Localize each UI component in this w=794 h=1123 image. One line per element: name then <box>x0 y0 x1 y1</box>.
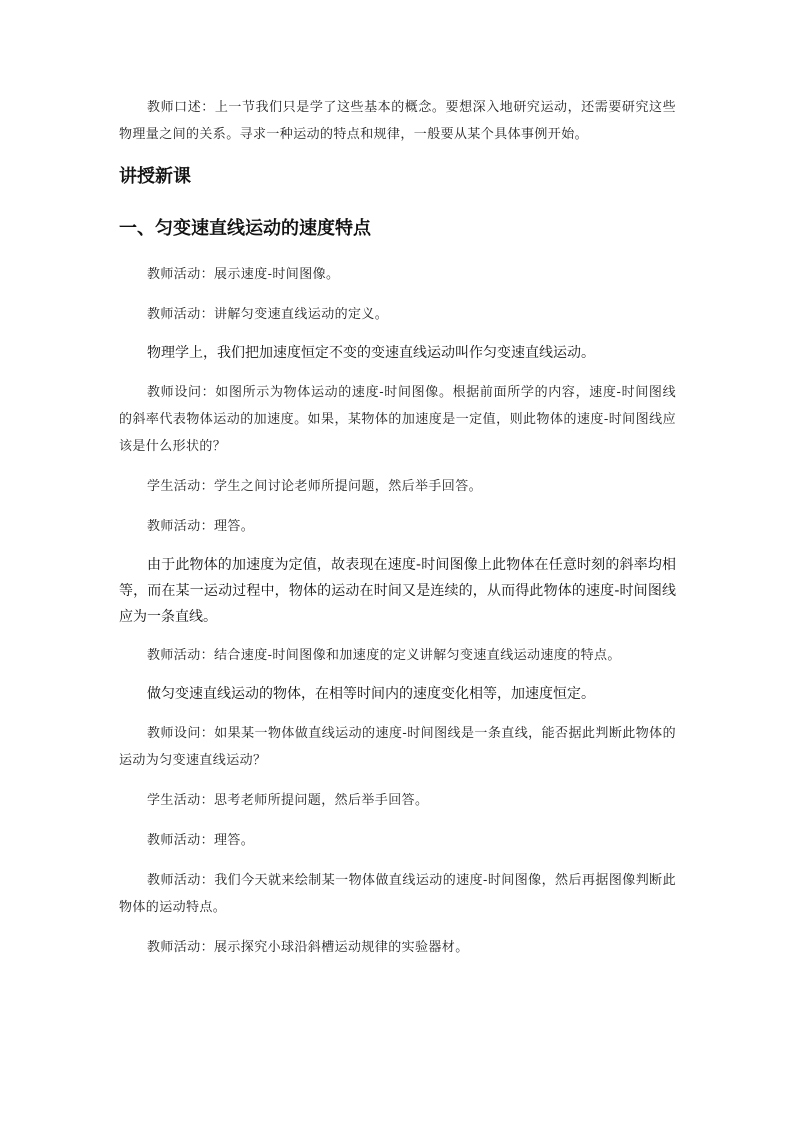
paragraph-teacher-activity: 教师活动：理答。 <box>147 833 255 848</box>
document-page <box>119 94 676 961</box>
paragraph-definition: 物理学上，我们把加速度恒定不变的变速直线运动叫作匀变速直线运动。 <box>147 345 595 361</box>
paragraph-conclusion: 做匀变速直线运动的物体，在相等时间内的速度变化相等，加速度恒定。 <box>147 686 595 702</box>
section-heading-new-lesson: 讲授新课 <box>119 166 191 187</box>
paragraph-teacher-activity: 教师活动：结合速度-时间图像和加速度的定义讲解匀变速直线运动速度的特点。 <box>147 648 621 663</box>
paragraph-teacher-narration: 教师口述：上一节我们只是学了这些基本的概念。要想深入地研究运动，还需要研究这些物理量之间的关系。寻求一种运动的特点和规律，一般要从某个具体事例开始。 <box>119 100 676 142</box>
paragraph-teacher-activity: 教师活动：讲解匀变速直线运动的定义。 <box>147 307 389 322</box>
paragraph-teacher-activity: 教师活动：理答。 <box>147 519 255 534</box>
paragraph-student-activity: 学生活动：思考老师所提问题，然后举手回答。 <box>147 793 429 808</box>
paragraph-explanation: 由于此物体的加速度为定值，故表现在速度-时间图像上此物体在任意时刻的斜率均相等，而在某一运动过程中，物体的运动在时间又是连续的，从而得此物体的速度-时间图线应为一条直线。 <box>119 557 676 625</box>
paragraph-teacher-question: 教师设问：如图所示为物体运动的速度-时间图像。根据前面所学的内容，速度-时间图线的斜率代表物体运动的加速度。如果，某物体的加速度是一定值，则此物体的速度-时间图线应该是什么形状的？ <box>119 385 676 454</box>
paragraph-teacher-question: 教师设问：如果某一物体做直线运动的速度-时间图线是一条直线，能否据此判断此物体的运动为匀变速直线运动？ <box>119 726 676 768</box>
paragraph-student-activity: 学生活动：学生之间讨论老师所提问题，然后举手回答。 <box>147 479 483 494</box>
paragraph-teacher-activity: 教师活动：我们今天就来绘制某一物体做直线运动的速度-时间图像，然后再据图像判断此物体的运动特点。 <box>119 873 676 915</box>
subsection-heading-velocity-features: 一、匀变速直线运动的速度特点 <box>119 218 371 239</box>
paragraph-teacher-activity: 教师活动：展示速度-时间图像。 <box>147 267 340 282</box>
paragraph-teacher-activity: 教师活动：展示探究小球沿斜槽运动规律的实验器材。 <box>147 940 469 955</box>
